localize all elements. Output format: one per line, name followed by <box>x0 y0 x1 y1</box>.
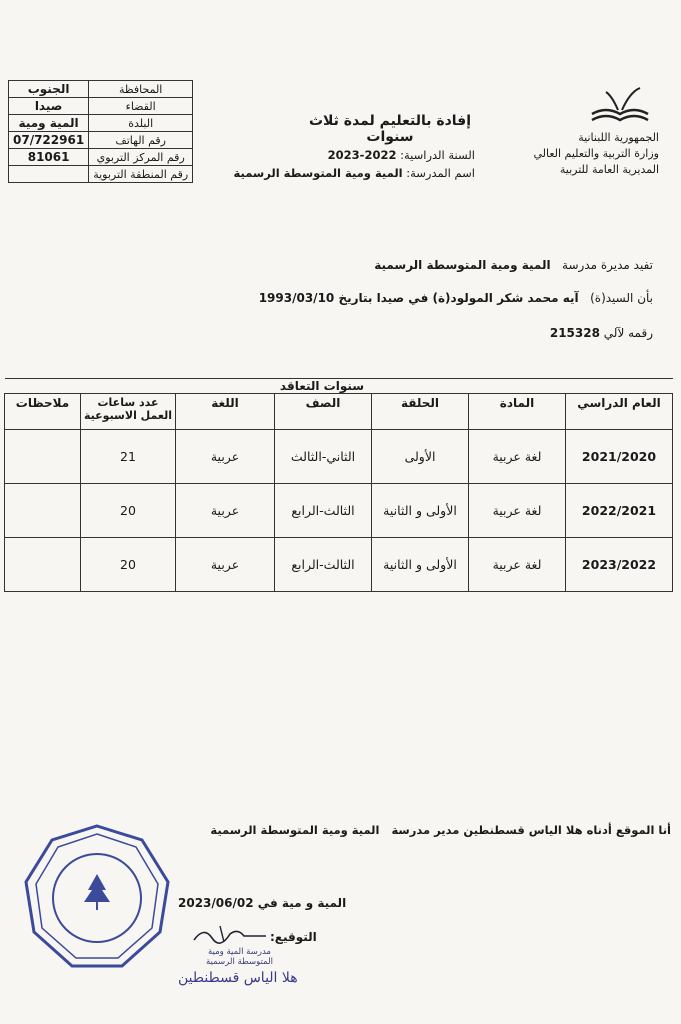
school-year-value: 2022-2023 <box>327 148 397 162</box>
info-key: البلدة <box>89 115 193 132</box>
cell-year: 2023/2022 <box>566 538 673 592</box>
col-lang-header: اللغة <box>176 394 275 430</box>
signer-stamp-line1: مدرسة المية ومية <box>208 947 271 957</box>
cell-notes <box>5 484 81 538</box>
info-row <box>9 132 193 149</box>
cell-lang: عربية <box>176 538 275 592</box>
cell-lang: عربية <box>176 430 275 484</box>
ministry-label: وزارة التربية والتعليم العالي <box>533 147 659 160</box>
cell-hours: 21 <box>81 430 176 484</box>
info-value: صيدا <box>9 98 89 115</box>
info-row <box>9 81 193 98</box>
document-title: إفادة بالتعليم لمدة ثلاث سنوات <box>308 113 472 145</box>
ministry-header <box>533 130 659 178</box>
body-line1-prefix: تفيد مديرة مدرسة <box>562 258 653 272</box>
info-value: المية ومية <box>9 115 89 132</box>
official-seal-icon <box>22 822 172 972</box>
table-header-row <box>5 394 673 430</box>
directorate-label: المديرية العامة للتربية <box>559 163 659 176</box>
col-notes-header: ملاحظات <box>5 394 81 430</box>
body-line3-prefix: رقمه لآلي <box>603 326 653 340</box>
body-line1-school: المية ومية المتوسطة الرسمية <box>374 258 551 272</box>
undersigned-prefix: أنا الموقع أدناه هلا الياس قسطنطين مدير مدرسة <box>391 823 671 837</box>
school-year-label: السنة الدراسية: <box>400 148 475 162</box>
info-key: القضاء <box>89 98 193 115</box>
cell-lang: عربية <box>176 484 275 538</box>
cell-subject: لغة عربية <box>469 538 566 592</box>
body-line2-prefix: بأن السيد(ة) <box>590 291 653 305</box>
signer-name: هلا الياس قسطنطين <box>178 970 298 986</box>
info-value: 81061 <box>9 149 89 166</box>
cell-cycle: الأولى و الثانية <box>372 484 469 538</box>
place-date: المية و مية في 2023/06/02 <box>178 896 347 910</box>
col-cycle-header: الحلقة <box>372 394 469 430</box>
col-grade-header: الصف <box>275 394 372 430</box>
col-hours-header: عدد ساعات العمل الاسبوعية <box>81 394 176 430</box>
cell-subject: لغة عربية <box>469 430 566 484</box>
cell-subject: لغة عربية <box>469 484 566 538</box>
cell-notes <box>5 538 81 592</box>
handwritten-signature-icon <box>190 922 270 948</box>
body-line-2 <box>259 291 653 305</box>
cell-year: 2022/2021 <box>566 484 673 538</box>
cell-grade: الثالث-الرابع <box>275 484 372 538</box>
info-value: الجنوب <box>9 81 89 98</box>
signer-stamp-line2: المتوسطة الرسمية <box>206 957 273 967</box>
info-row <box>9 98 193 115</box>
cell-grade: الثاني-الثالث <box>275 430 372 484</box>
body-line2-name: آيه محمد شكر المولود(ة) في صيدا بتاريخ 1993/03/10 <box>258 291 579 305</box>
info-value: 07/722961 <box>9 132 89 149</box>
info-key: رقم الهاتف <box>89 132 193 149</box>
info-key: المحافظة <box>89 81 193 98</box>
info-key: رقم المركز التربوي <box>89 149 193 166</box>
table-row <box>5 430 673 484</box>
ministry-logo-icon <box>588 84 652 124</box>
col-year-header: العام الدراسي <box>566 394 673 430</box>
cell-cycle: الأولى <box>372 430 469 484</box>
info-row <box>9 115 193 132</box>
undersigned-school: المية ومية المتوسطة الرسمية <box>210 823 380 837</box>
cell-cycle: الأولى و الثانية <box>372 538 469 592</box>
table-row <box>5 538 673 592</box>
school-name-value: المية ومية المتوسطة الرسمية <box>233 166 403 180</box>
table-title-row <box>5 379 673 394</box>
signature-label: التوقيع: <box>270 930 317 944</box>
school-name-label: اسم المدرسة: <box>406 166 475 180</box>
republic-label: الجمهورية اللبنانية <box>578 131 659 144</box>
signer-stamp-text <box>206 947 273 967</box>
body-line-1 <box>374 258 653 272</box>
info-key: رقم المنطقة التربوية <box>89 166 193 183</box>
body-line3-number: 215328 <box>549 326 600 340</box>
info-row <box>9 149 193 166</box>
region-info-table <box>8 80 193 183</box>
cell-year: 2021/2020 <box>566 430 673 484</box>
table-row <box>5 484 673 538</box>
cell-notes <box>5 430 81 484</box>
info-row <box>9 166 193 183</box>
cell-grade: الثالث-الرابع <box>275 538 372 592</box>
col-subject-header: المادة <box>469 394 566 430</box>
table-title: سنوات التعاقد <box>176 379 469 394</box>
undersigned-statement <box>210 823 671 837</box>
cell-hours: 20 <box>81 484 176 538</box>
contract-years-table <box>4 378 673 592</box>
info-value <box>9 166 89 183</box>
cell-hours: 20 <box>81 538 176 592</box>
body-line-3 <box>550 326 653 340</box>
meta-block <box>234 146 475 182</box>
